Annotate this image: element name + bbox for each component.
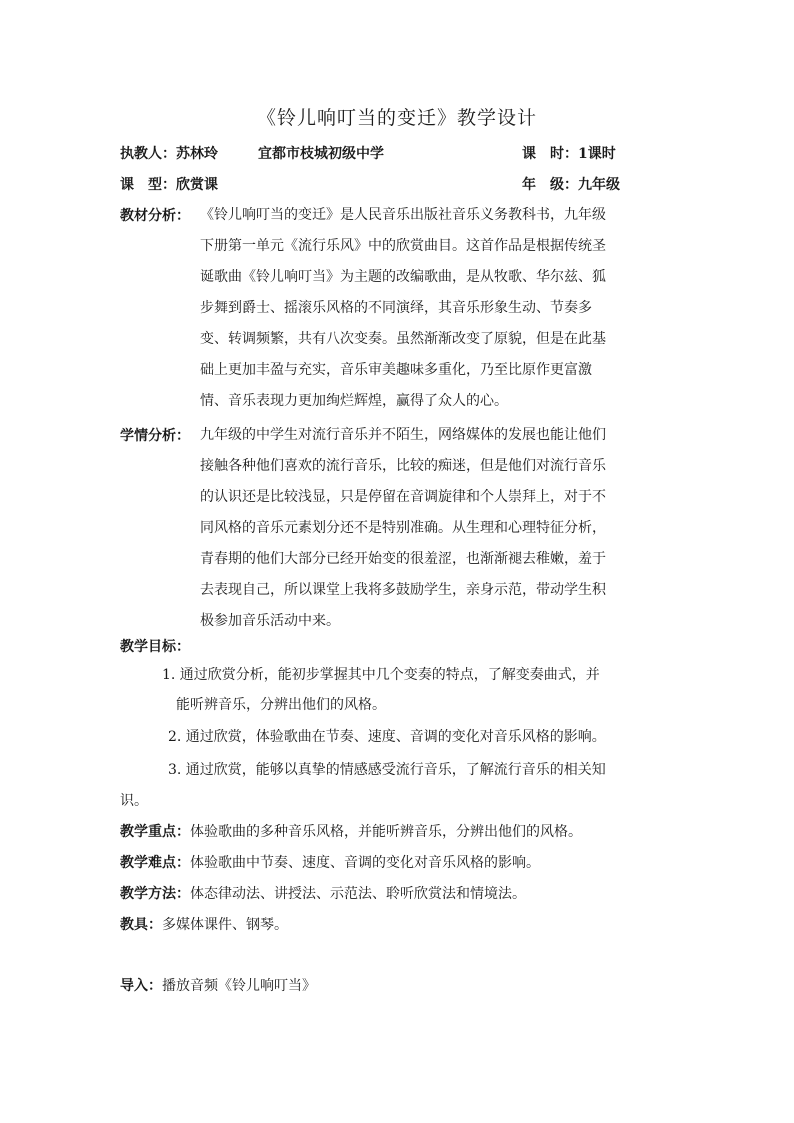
difficulty-text: 体验歌曲中节奏、速度、音调的变化对音乐风格的影响。 bbox=[190, 855, 540, 871]
students-line: 极参加音乐活动中来。 bbox=[200, 613, 340, 629]
tools bbox=[120, 915, 288, 935]
methods bbox=[120, 884, 526, 904]
teacher-name: 苏林玲 bbox=[176, 146, 218, 162]
students-line: 青春期的他们大部分已经开始变的很羞涩，也渐渐褪去稚嫩，羞于 bbox=[200, 551, 606, 567]
goal-item-1a: 1. 通过欣赏分析，能初步掌握其中几个变奏的特点，了解变奏曲式，并 bbox=[162, 667, 600, 683]
teacher-line bbox=[120, 144, 218, 164]
period-label: 课 时： bbox=[522, 146, 578, 162]
material-line: 础上更加丰盈与充实，音乐审美趣味多重化，乃至比原作更富激 bbox=[200, 362, 592, 378]
intro bbox=[120, 976, 316, 996]
key-point-label: 教学重点： bbox=[120, 824, 190, 840]
grade-line bbox=[522, 175, 620, 195]
material-label: 教材分析： bbox=[120, 208, 190, 224]
difficulty bbox=[120, 853, 540, 873]
students-line: 去表现自己，所以课堂上我将多鼓励学生，亲身示范，带动学生积 bbox=[200, 582, 606, 598]
students-text bbox=[200, 420, 666, 637]
goal-item-2: 2. 通过欣赏，体验歌曲在节奏、速度、音调的变化对音乐风格的影响。 bbox=[168, 729, 606, 745]
goal-item-3b: 识。 bbox=[120, 793, 148, 809]
material-text bbox=[200, 200, 666, 417]
goals-label: 教学目标： bbox=[120, 639, 190, 655]
tools-text: 多媒体课件、钢琴。 bbox=[162, 917, 288, 933]
material-line: 变、转调频繁，共有八次变奏。虽然渐渐改变了原貌，但是在此基 bbox=[200, 331, 606, 347]
material-line: 《铃儿响叮当的变迁》是人民音乐出版社音乐义务教科书，九年级 bbox=[200, 207, 606, 223]
type-label: 课 型： bbox=[120, 177, 176, 193]
intro-text: 播放音频《铃儿响叮当》 bbox=[162, 978, 316, 994]
period-line bbox=[522, 144, 616, 164]
material-line: 情、音乐表现力更加绚烂辉煌，赢得了众人的心。 bbox=[200, 393, 508, 409]
key-point bbox=[120, 822, 582, 842]
key-point-text: 体验歌曲的多种音乐风格，并能听辨音乐，分辨出他们的风格。 bbox=[190, 824, 582, 840]
type-line bbox=[120, 175, 218, 195]
students-line: 同风格的音乐元素划分还不是特别准确。从生理和心理特征分析， bbox=[200, 520, 606, 536]
tools-label: 教具： bbox=[120, 917, 162, 933]
grade-label: 年 级： bbox=[522, 177, 578, 193]
goal-item-1b: 能听辨音乐，分辨出他们的风格。 bbox=[176, 697, 386, 713]
students-line: 接触各种他们喜欢的流行音乐，比较的痴迷，但是他们对流行音乐 bbox=[200, 458, 606, 474]
methods-label: 教学方法： bbox=[120, 886, 190, 902]
type-value: 欣赏课 bbox=[176, 177, 218, 193]
period-value: 1课时 bbox=[578, 146, 616, 162]
goal-item-3a: 3. 通过欣赏，能够以真挚的情感感受流行音乐，了解流行音乐的相关知 bbox=[168, 762, 606, 778]
intro-label: 导入： bbox=[120, 978, 162, 994]
students-line: 九年级的中学生对流行音乐并不陌生，网络媒体的发展也能让他们 bbox=[200, 427, 606, 443]
grade-value: 九年级 bbox=[578, 177, 620, 193]
students-line: 的认识还是比较浅显，只是停留在音调旋律和个人崇拜上，对于不 bbox=[200, 489, 606, 505]
material-line: 下册第一单元《流行乐风》中的欣赏曲目。这首作品是根据传统圣 bbox=[200, 238, 606, 254]
students-label: 学情分析： bbox=[120, 428, 190, 444]
document-title: 《铃儿响叮当的变迁》教学设计 bbox=[256, 107, 537, 129]
school-name: 宜都市枝城初级中学 bbox=[258, 146, 384, 162]
methods-text: 体态律动法、讲授法、示范法、聆听欣赏法和情境法。 bbox=[190, 886, 526, 902]
material-line: 诞歌曲《铃儿响叮当》为主题的改编歌曲，是从牧歌、华尔兹、狐 bbox=[200, 269, 606, 285]
material-line: 步舞到爵士、摇滚乐风格的不同演绎，其音乐形象生动、节奏多 bbox=[200, 300, 592, 316]
difficulty-label: 教学难点： bbox=[120, 855, 190, 871]
teacher-label: 执教人： bbox=[120, 146, 176, 162]
